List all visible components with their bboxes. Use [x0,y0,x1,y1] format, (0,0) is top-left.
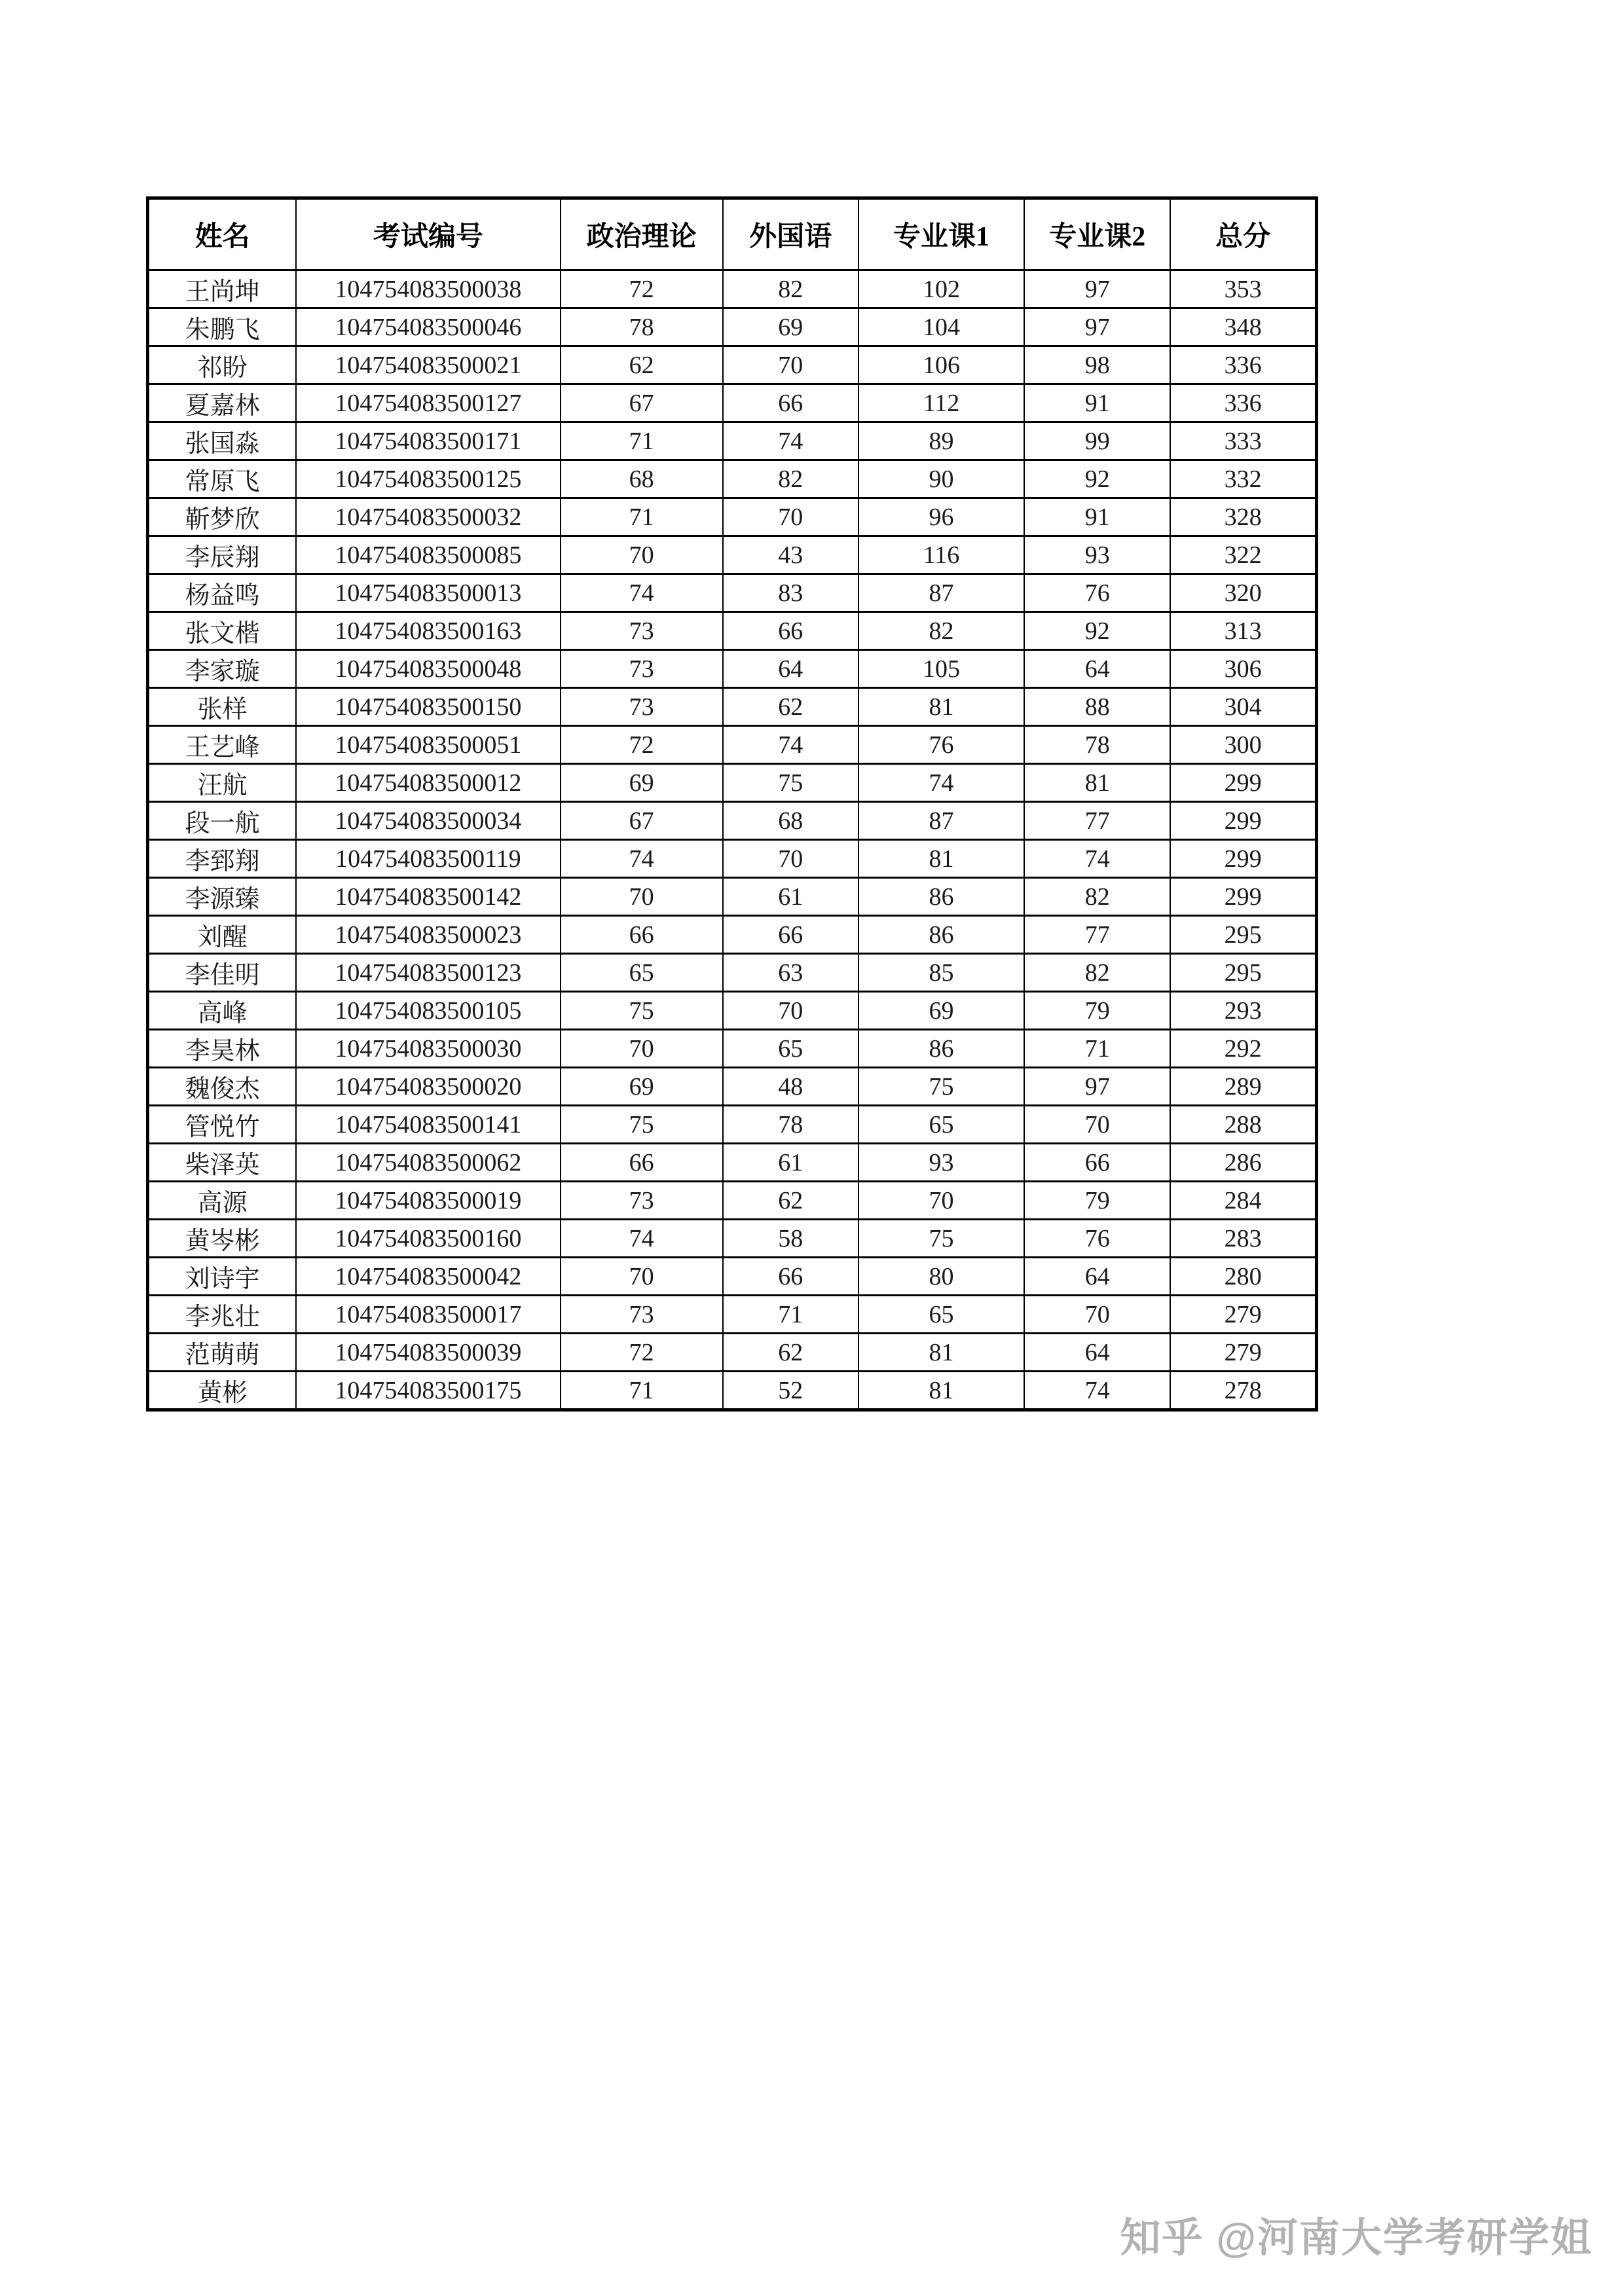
table-row [148,308,1317,346]
name-cell: 朱鹏飞 [148,308,297,346]
course1-cell: 81 [858,688,1024,726]
exam-id-cell: 104754083500123 [296,954,560,992]
exam-id-cell: 104754083500127 [296,384,560,422]
exam-id-cell: 104754083500119 [296,840,560,878]
score-table-body [148,270,1317,1410]
course2-cell: 64 [1024,1258,1170,1296]
course2-cell: 79 [1024,992,1170,1030]
course2-cell: 78 [1024,726,1170,764]
table-row [148,840,1317,878]
table-row [148,878,1317,916]
course2-cell: 91 [1024,498,1170,536]
foreign-language-cell: 68 [723,802,858,840]
foreign-language-cell: 74 [723,726,858,764]
name-cell: 刘诗宇 [148,1258,297,1296]
total-cell: 284 [1170,1182,1316,1220]
course2-cell: 76 [1024,574,1170,612]
header-row [148,198,1317,270]
name-cell: 杨益鸣 [148,574,297,612]
name-cell: 李佳明 [148,954,297,992]
exam-id-cell: 104754083500175 [296,1372,560,1410]
foreign-language-cell: 74 [723,422,858,460]
foreign-language-cell: 83 [723,574,858,612]
course1-cell: 65 [858,1296,1024,1334]
course1-cell: 93 [858,1144,1024,1182]
politics-cell: 74 [561,1220,723,1258]
politics-cell: 72 [561,1334,723,1372]
exam-id-cell: 104754083500048 [296,650,560,688]
name-cell: 范萌萌 [148,1334,297,1372]
foreign-language-cell: 70 [723,992,858,1030]
total-cell: 286 [1170,1144,1316,1182]
total-cell: 348 [1170,308,1316,346]
header-cell-6: 总分 [1170,198,1316,270]
course1-cell: 75 [858,1220,1024,1258]
header-cell-3: 外国语 [723,198,858,270]
exam-id-cell: 104754083500150 [296,688,560,726]
exam-id-cell: 104754083500023 [296,916,560,954]
name-cell: 柴泽英 [148,1144,297,1182]
exam-id-cell: 104754083500142 [296,878,560,916]
total-cell: 300 [1170,726,1316,764]
zhihu-watermark: 知乎 @河南大学考研学姐 [1120,2215,1593,2261]
politics-cell: 73 [561,1182,723,1220]
foreign-language-cell: 66 [723,916,858,954]
foreign-language-cell: 48 [723,1068,858,1106]
total-cell: 336 [1170,346,1316,384]
politics-cell: 71 [561,1372,723,1410]
course2-cell: 92 [1024,460,1170,498]
table-row [148,1372,1317,1410]
politics-cell: 66 [561,916,723,954]
total-cell: 295 [1170,954,1316,992]
total-cell: 353 [1170,270,1316,308]
course1-cell: 82 [858,612,1024,650]
course1-cell: 116 [858,536,1024,574]
total-cell: 292 [1170,1030,1316,1068]
name-cell: 李郅翔 [148,840,297,878]
foreign-language-cell: 62 [723,688,858,726]
total-cell: 336 [1170,384,1316,422]
exam-id-cell: 104754083500046 [296,308,560,346]
politics-cell: 75 [561,1106,723,1144]
exam-id-cell: 104754083500032 [296,498,560,536]
header-cell-2: 政治理论 [561,198,723,270]
course1-cell: 81 [858,1334,1024,1372]
table-row [148,1144,1317,1182]
name-cell: 段一航 [148,802,297,840]
total-cell: 306 [1170,650,1316,688]
total-cell: 278 [1170,1372,1316,1410]
total-cell: 299 [1170,802,1316,840]
table-row [148,460,1317,498]
exam-id-cell: 104754083500021 [296,346,560,384]
total-cell: 279 [1170,1334,1316,1372]
table-row [148,916,1317,954]
exam-id-cell: 104754083500105 [296,992,560,1030]
exam-id-cell: 104754083500085 [296,536,560,574]
course1-cell: 81 [858,1372,1024,1410]
table-row [148,992,1317,1030]
foreign-language-cell: 70 [723,346,858,384]
table-row [148,1068,1317,1106]
total-cell: 283 [1170,1220,1316,1258]
exam-id-cell: 104754083500017 [296,1296,560,1334]
table-row [148,802,1317,840]
course2-cell: 93 [1024,536,1170,574]
course2-cell: 79 [1024,1182,1170,1220]
table-row [148,384,1317,422]
exam-id-cell: 104754083500051 [296,726,560,764]
course2-cell: 64 [1024,1334,1170,1372]
course1-cell: 74 [858,764,1024,802]
course2-cell: 66 [1024,1144,1170,1182]
name-cell: 高峰 [148,992,297,1030]
total-cell: 322 [1170,536,1316,574]
exam-id-cell: 104754083500171 [296,422,560,460]
foreign-language-cell: 62 [723,1182,858,1220]
table-row [148,1334,1317,1372]
table-row [148,1258,1317,1296]
politics-cell: 62 [561,346,723,384]
foreign-language-cell: 65 [723,1030,858,1068]
total-cell: 320 [1170,574,1316,612]
foreign-language-cell: 69 [723,308,858,346]
total-cell: 328 [1170,498,1316,536]
politics-cell: 67 [561,802,723,840]
course2-cell: 70 [1024,1296,1170,1334]
table-row [148,270,1317,308]
name-cell: 刘醒 [148,916,297,954]
total-cell: 289 [1170,1068,1316,1106]
foreign-language-cell: 43 [723,536,858,574]
exam-id-cell: 104754083500030 [296,1030,560,1068]
table-row [148,536,1317,574]
header-cell-5: 专业课2 [1024,198,1170,270]
course2-cell: 81 [1024,764,1170,802]
table-row [148,954,1317,992]
name-cell: 靳梦欣 [148,498,297,536]
politics-cell: 70 [561,536,723,574]
course2-cell: 82 [1024,954,1170,992]
politics-cell: 73 [561,1296,723,1334]
politics-cell: 72 [561,270,723,308]
total-cell: 280 [1170,1258,1316,1296]
exam-id-cell: 104754083500012 [296,764,560,802]
politics-cell: 71 [561,422,723,460]
course2-cell: 99 [1024,422,1170,460]
course1-cell: 106 [858,346,1024,384]
course2-cell: 91 [1024,384,1170,422]
course1-cell: 81 [858,840,1024,878]
foreign-language-cell: 78 [723,1106,858,1144]
course2-cell: 70 [1024,1106,1170,1144]
total-cell: 288 [1170,1106,1316,1144]
name-cell: 张样 [148,688,297,726]
course1-cell: 69 [858,992,1024,1030]
header-cell-4: 专业课1 [858,198,1024,270]
politics-cell: 72 [561,726,723,764]
politics-cell: 74 [561,574,723,612]
foreign-language-cell: 64 [723,650,858,688]
politics-cell: 75 [561,992,723,1030]
table-row [148,498,1317,536]
name-cell: 李昊林 [148,1030,297,1068]
course2-cell: 77 [1024,802,1170,840]
name-cell: 常原飞 [148,460,297,498]
foreign-language-cell: 70 [723,840,858,878]
exam-id-cell: 104754083500042 [296,1258,560,1296]
table-row [148,764,1317,802]
politics-cell: 70 [561,1258,723,1296]
foreign-language-cell: 70 [723,498,858,536]
name-cell: 黄彬 [148,1372,297,1410]
course1-cell: 96 [858,498,1024,536]
name-cell: 张国淼 [148,422,297,460]
course2-cell: 74 [1024,1372,1170,1410]
course2-cell: 77 [1024,916,1170,954]
politics-cell: 70 [561,1030,723,1068]
course1-cell: 89 [858,422,1024,460]
exam-id-cell: 104754083500141 [296,1106,560,1144]
total-cell: 332 [1170,460,1316,498]
course1-cell: 65 [858,1106,1024,1144]
foreign-language-cell: 75 [723,764,858,802]
name-cell: 高源 [148,1182,297,1220]
name-cell: 汪航 [148,764,297,802]
exam-id-cell: 104754083500034 [296,802,560,840]
name-cell: 李辰翔 [148,536,297,574]
course2-cell: 71 [1024,1030,1170,1068]
foreign-language-cell: 58 [723,1220,858,1258]
course1-cell: 86 [858,916,1024,954]
course1-cell: 86 [858,878,1024,916]
course1-cell: 102 [858,270,1024,308]
foreign-language-cell: 71 [723,1296,858,1334]
politics-cell: 73 [561,688,723,726]
politics-cell: 67 [561,384,723,422]
politics-cell: 74 [561,840,723,878]
politics-cell: 71 [561,498,723,536]
foreign-language-cell: 66 [723,384,858,422]
table-row [148,1296,1317,1334]
table-row [148,574,1317,612]
course2-cell: 64 [1024,650,1170,688]
exam-id-cell: 104754083500020 [296,1068,560,1106]
exam-id-cell: 104754083500019 [296,1182,560,1220]
course2-cell: 74 [1024,840,1170,878]
course1-cell: 80 [858,1258,1024,1296]
course1-cell: 90 [858,460,1024,498]
foreign-language-cell: 52 [723,1372,858,1410]
course2-cell: 97 [1024,270,1170,308]
politics-cell: 73 [561,612,723,650]
exam-id-cell: 104754083500062 [296,1144,560,1182]
table-row [148,1182,1317,1220]
exam-id-cell: 104754083500013 [296,574,560,612]
table-row [148,346,1317,384]
table-row [148,688,1317,726]
foreign-language-cell: 61 [723,1144,858,1182]
exam-id-cell: 104754083500160 [296,1220,560,1258]
politics-cell: 69 [561,764,723,802]
total-cell: 299 [1170,878,1316,916]
course1-cell: 75 [858,1068,1024,1106]
politics-cell: 69 [561,1068,723,1106]
course2-cell: 97 [1024,308,1170,346]
politics-cell: 66 [561,1144,723,1182]
table-row [148,1106,1317,1144]
course1-cell: 104 [858,308,1024,346]
course1-cell: 76 [858,726,1024,764]
header-cell-1: 考试编号 [296,198,560,270]
total-cell: 333 [1170,422,1316,460]
name-cell: 李兆壮 [148,1296,297,1334]
foreign-language-cell: 82 [723,460,858,498]
foreign-language-cell: 66 [723,1258,858,1296]
name-cell: 王艺峰 [148,726,297,764]
exam-id-cell: 104754083500125 [296,460,560,498]
course1-cell: 87 [858,574,1024,612]
table-row [148,650,1317,688]
course1-cell: 85 [858,954,1024,992]
foreign-language-cell: 62 [723,1334,858,1372]
course2-cell: 88 [1024,688,1170,726]
name-cell: 李源臻 [148,878,297,916]
header-cell-0: 姓名 [148,198,297,270]
total-cell: 293 [1170,992,1316,1030]
course2-cell: 82 [1024,878,1170,916]
total-cell: 299 [1170,764,1316,802]
total-cell: 295 [1170,916,1316,954]
politics-cell: 68 [561,460,723,498]
course2-cell: 97 [1024,1068,1170,1106]
name-cell: 张文楷 [148,612,297,650]
table-row [148,1030,1317,1068]
name-cell: 王尚坤 [148,270,297,308]
total-cell: 279 [1170,1296,1316,1334]
name-cell: 魏俊杰 [148,1068,297,1106]
politics-cell: 65 [561,954,723,992]
table-row [148,612,1317,650]
course1-cell: 86 [858,1030,1024,1068]
foreign-language-cell: 63 [723,954,858,992]
course1-cell: 112 [858,384,1024,422]
politics-cell: 78 [561,308,723,346]
exam-id-cell: 104754083500038 [296,270,560,308]
exam-id-cell: 104754083500039 [296,1334,560,1372]
table-row [148,726,1317,764]
politics-cell: 70 [561,878,723,916]
name-cell: 黄岑彬 [148,1220,297,1258]
course2-cell: 92 [1024,612,1170,650]
name-cell: 夏嘉林 [148,384,297,422]
foreign-language-cell: 82 [723,270,858,308]
course2-cell: 76 [1024,1220,1170,1258]
total-cell: 304 [1170,688,1316,726]
exam-id-cell: 104754083500163 [296,612,560,650]
foreign-language-cell: 61 [723,878,858,916]
total-cell: 299 [1170,840,1316,878]
course2-cell: 98 [1024,346,1170,384]
table-row [148,422,1317,460]
name-cell: 管悦竹 [148,1106,297,1144]
course1-cell: 105 [858,650,1024,688]
course1-cell: 70 [858,1182,1024,1220]
name-cell: 李家璇 [148,650,297,688]
name-cell: 祁盼 [148,346,297,384]
total-cell: 313 [1170,612,1316,650]
score-table [146,196,1318,1412]
table-row [148,1220,1317,1258]
politics-cell: 73 [561,650,723,688]
foreign-language-cell: 66 [723,612,858,650]
course1-cell: 87 [858,802,1024,840]
